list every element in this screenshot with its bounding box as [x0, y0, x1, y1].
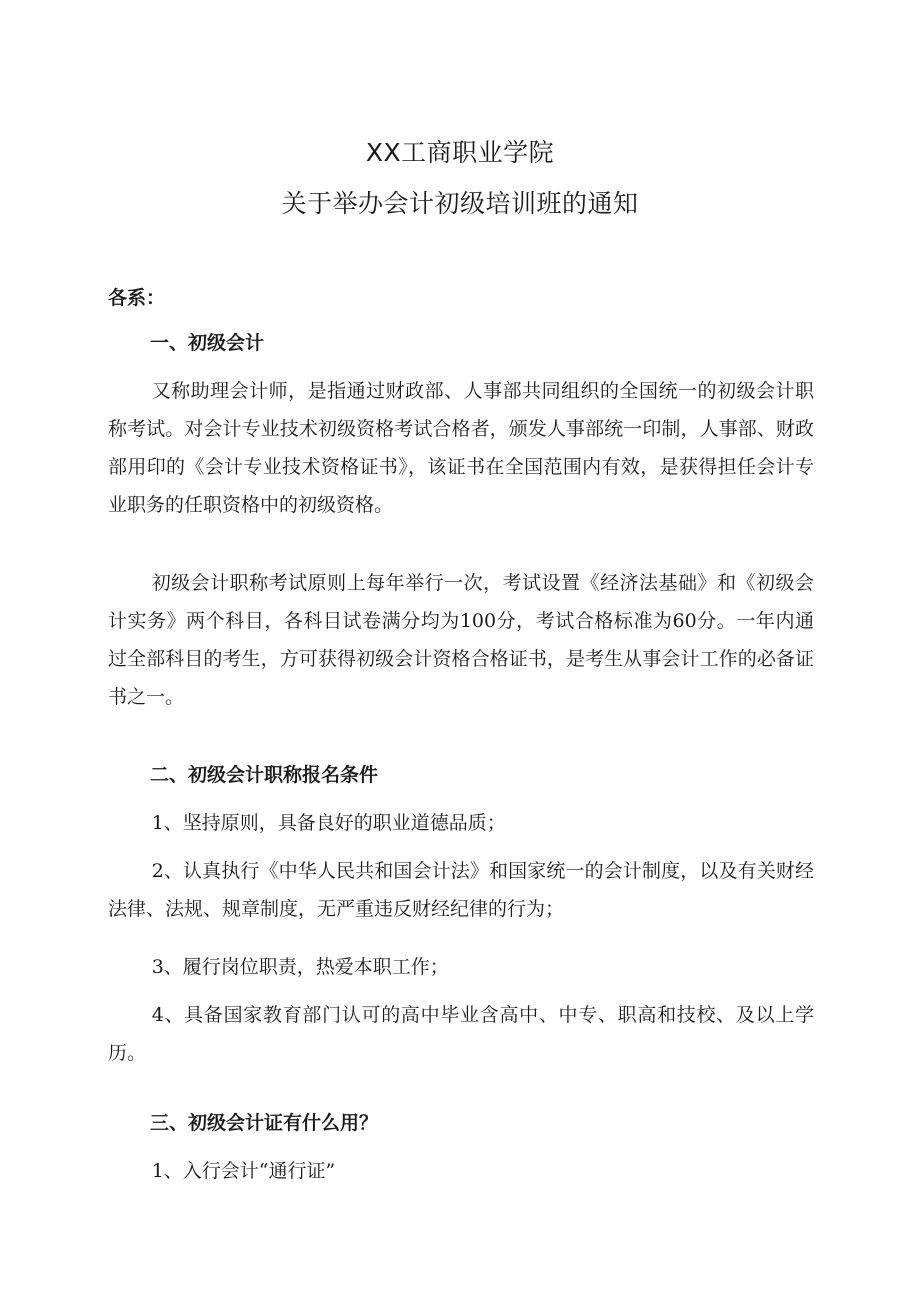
- condition-item-4: 4、具备国家教育部门认可的高中毕业含高中、中专、职高和技校、及以上学历。: [108, 1004, 814, 1064]
- condition-item-1: 1、坚持原则，具备良好的职业道德品质；: [151, 812, 506, 834]
- section-1-paragraph-2: 初级会计职称考试原则上每年举行一次，考试设置《经济法基础》和《初级会计实务》两个科目，各科目试卷满分均为100分，考试合格标准为60分。一年内通过全部科目的考生，方可获得初级会计资格合格证书，是考生从事会计工作的必备证书之一。: [108, 572, 814, 708]
- document-title-institution: XX工商职业学院: [365, 138, 555, 167]
- section-1-paragraph-1: 又称助理会计师，是指通过财政部、人事部共同组织的全国统一的初级会计职称考试。对会计专业技术初级资格考试合格者，颁发人事部统一印制，人事部、财政部用印的《会计专业技术资格证书》，该证书在全国范围内有效，是获得担任会计专业职务的任职资格中的初级资格。: [108, 380, 814, 516]
- condition-item-3: 3、履行岗位职责，热爱本职工作；: [151, 956, 449, 978]
- salutation: 各系：: [108, 287, 166, 309]
- section-heading-1: 一、初级会计: [150, 332, 265, 354]
- usage-item-1: 1、入行会计“通行证”: [151, 1160, 336, 1182]
- section-heading-3: 三、初级会计证有什么用？: [150, 1112, 379, 1134]
- condition-item-2: 2、认真执行《中华人民共和国会计法》和国家统一的会计制度，以及有关财经法律、法规、规章制度，无严重违反财经纪律的行为；: [108, 860, 814, 920]
- section-heading-2: 二、初级会计职称报名条件: [150, 764, 379, 786]
- document-title-subject: 关于举办会计初级培训班的通知: [281, 189, 639, 218]
